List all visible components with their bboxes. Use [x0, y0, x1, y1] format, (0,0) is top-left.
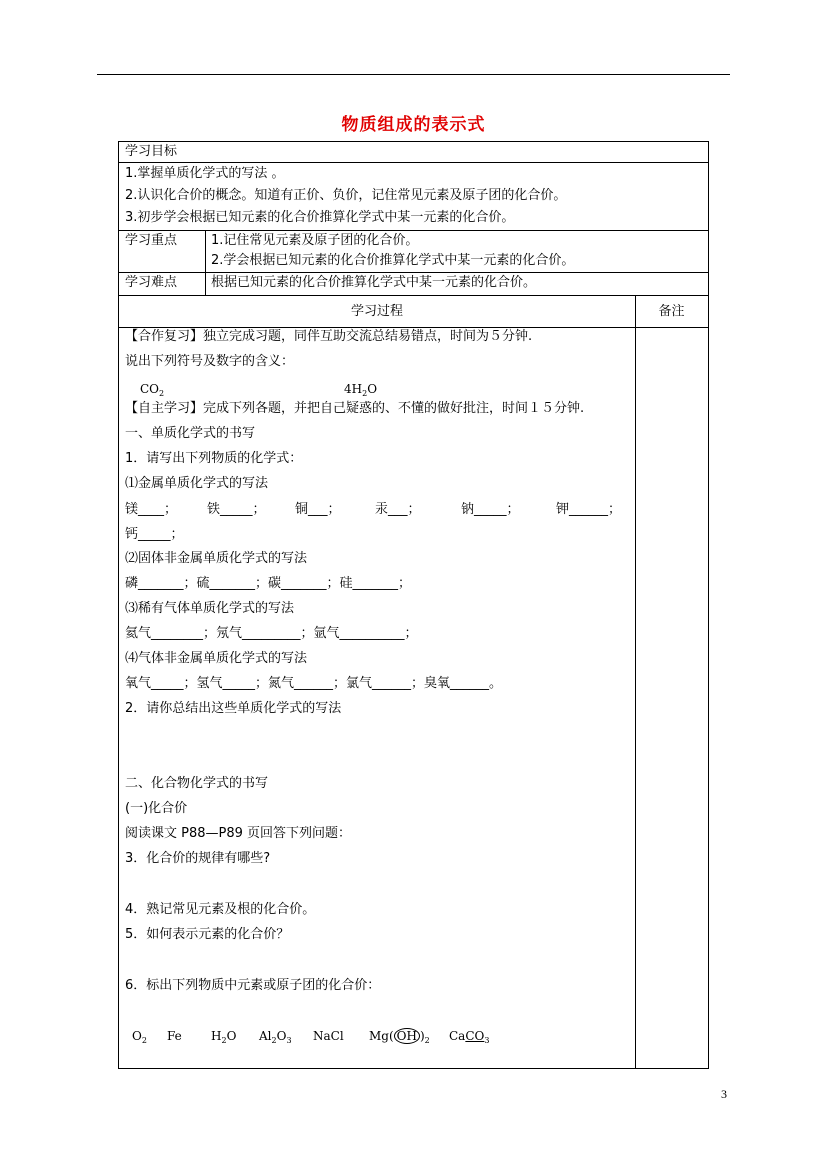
compound-nacl: NaCl	[313, 1029, 344, 1043]
objectives-label: 学习目标	[125, 144, 178, 159]
notes-header: 备注	[658, 304, 685, 319]
table-rule	[205, 230, 206, 295]
metal-blank: 钾______；	[556, 502, 622, 517]
question-1: 1．请写出下列物质的化学式：	[125, 451, 303, 466]
question-6: 6．标出下列物质中元素或原子团的化合价：	[125, 978, 381, 993]
subsection-valence: (一)化合价	[125, 801, 188, 816]
question-4: 4．熟记常见元素及根的化合价。	[125, 902, 316, 917]
compound-al2o3: $Al_2O_3$	[259, 1029, 292, 1045]
gas-title: ⑷气体非金属单质化学式的写法	[125, 651, 308, 666]
symbol-4h2o: $4H_2O$	[344, 382, 378, 398]
noble-blanks: 氦气________；氖气_________；氩气__________；	[125, 626, 418, 641]
metal-blank: 钠_____；	[461, 502, 520, 517]
header-rule	[97, 74, 730, 75]
metal-blank: 汞___；	[375, 502, 421, 517]
compound-mgoh2: Mg( OH )$_2$	[369, 1029, 430, 1045]
table-rule	[635, 295, 636, 1068]
objective-item: 3.初步学会根据已知元素的化合价推算化学式中某一元素的化合价。	[125, 210, 515, 225]
noble-title: ⑶稀有气体单质化学式的写法	[125, 601, 295, 616]
key-point-item: 2.学会根据已知元素的化合价推算化学式中某一元素的化合价。	[211, 253, 575, 268]
table-rule	[119, 162, 708, 163]
key-points-label: 学习重点	[125, 233, 178, 248]
question-2: 2．请你总结出这些单质化学式的写法	[125, 701, 342, 716]
process-header: 学习过程	[350, 304, 403, 319]
metal-blank: 铜___；	[295, 502, 341, 517]
metal-title: ⑴金属单质化学式的写法	[125, 476, 269, 491]
read-instruction: 阅读课文 P88—P89 页回答下列问题：	[125, 826, 352, 841]
compound-fe: Fe	[167, 1029, 182, 1043]
self-study-text: 【自主学习】完成下列各题，并把自己疑惑的、不懂的做好批注，时间１５分钟.	[125, 401, 585, 416]
page-title: 物质组成的表示式	[341, 115, 486, 135]
section-2-title: 二、化合物化学式的书写	[125, 776, 269, 791]
gas-blanks: 氧气_____；氢气_____；氮气______；氯气______；臭氧______。	[125, 676, 503, 691]
solid-title: ⑵固体非金属单质化学式的写法	[125, 551, 308, 566]
question-5: 5．如何表示元素的化合价？	[125, 927, 290, 942]
difficulty-text: 根据已知元素的化合价推算化学式中某一元素的化合价。	[211, 275, 537, 290]
compound-h2o: $H_2O$	[211, 1029, 237, 1045]
objective-item: 2.认识化合价的概念。知道有正价、负价，记住常见元素及原子团的化合价。	[125, 188, 567, 203]
key-point-item: 1.记住常见元素及原子团的化合价。	[211, 233, 419, 248]
table-rule	[119, 295, 708, 296]
question-3: 3．化合价的规律有哪些?	[125, 851, 271, 866]
say-meaning: 说出下列符号及数字的含义：	[125, 354, 295, 369]
review-text: 【合作复习】独立完成习题，同伴互助交流总结易错点，时间为５分钟.	[125, 329, 533, 344]
metal-blank: 镁____；	[125, 502, 178, 517]
symbol-co2: $CO_2$	[140, 382, 165, 398]
calcium-blank: 钙_____；	[125, 527, 184, 542]
solid-blanks: 磷_______；硫_______；碳_______；硅_______；	[125, 576, 412, 591]
metal-blank: 铁_____；	[207, 502, 266, 517]
difficulty-label: 学习难点	[125, 275, 178, 290]
page-number: 3	[721, 1087, 727, 1101]
compound-o2: $O_2$	[132, 1029, 147, 1045]
objective-item: 1.掌握单质化学式的写法 。	[125, 166, 285, 181]
section-1-title: 一、单质化学式的书写	[125, 426, 256, 441]
lesson-table	[118, 141, 709, 1069]
compound-caco3: CaCO$_3$	[449, 1029, 490, 1045]
